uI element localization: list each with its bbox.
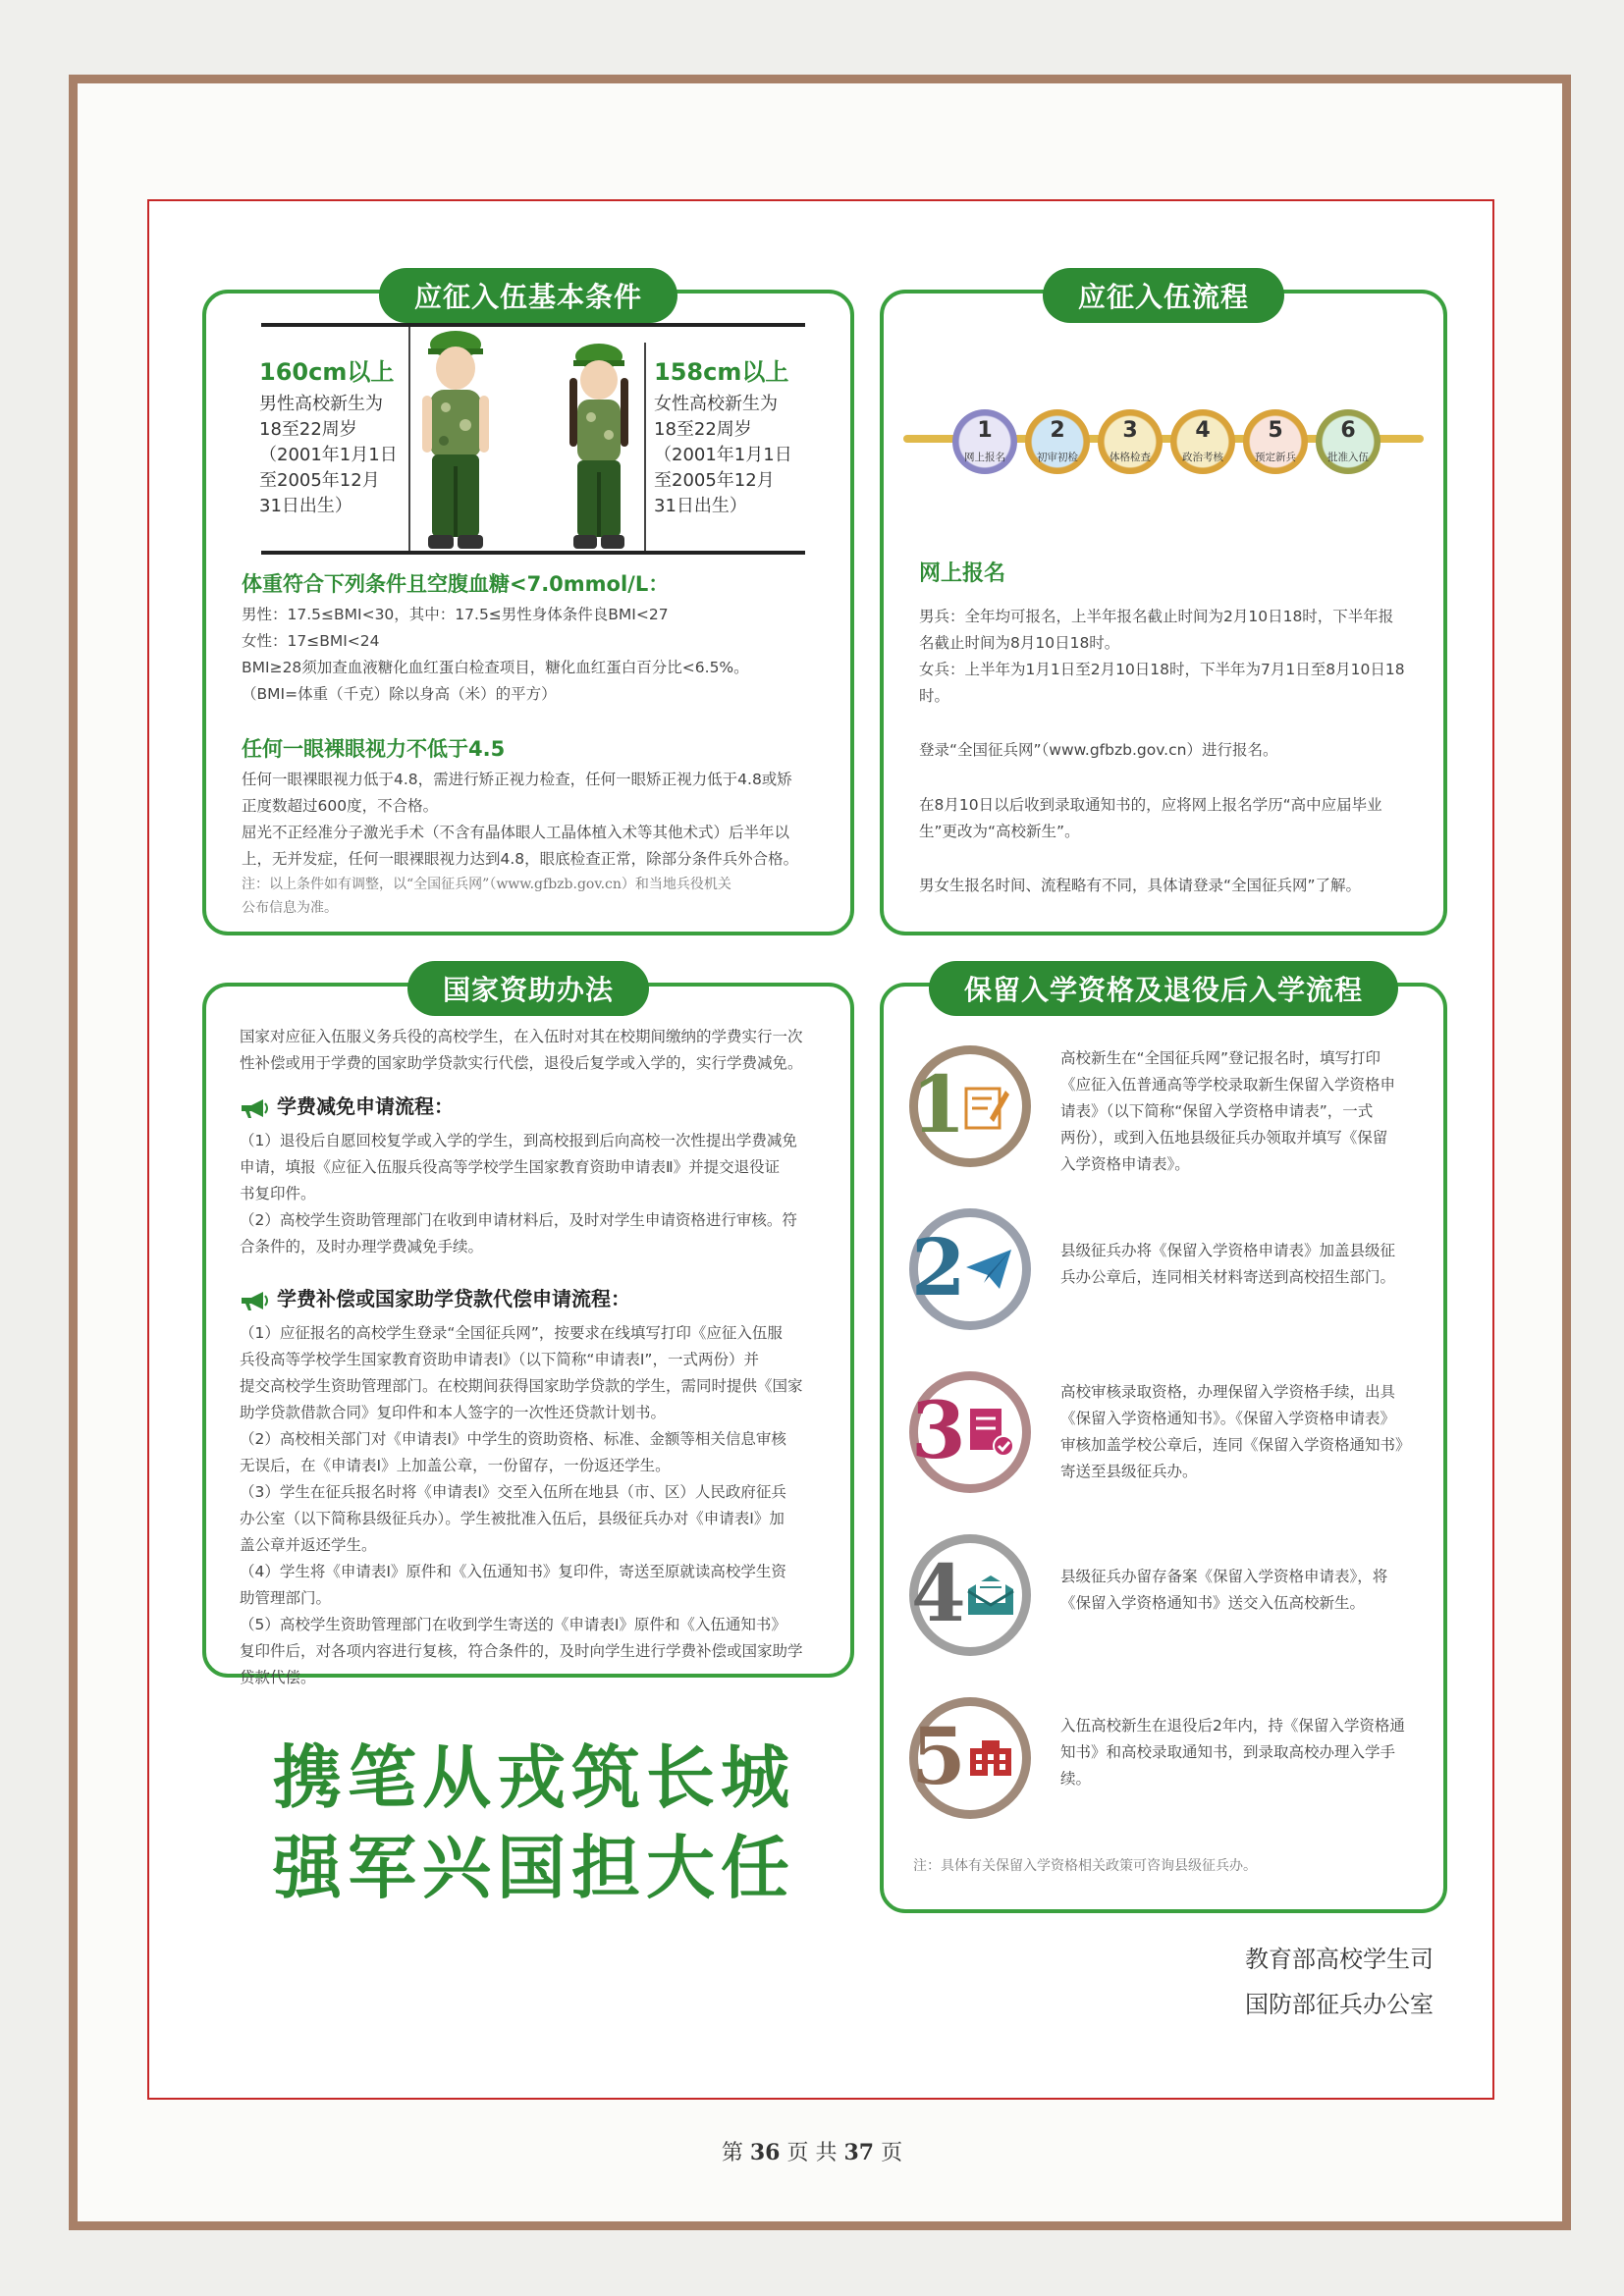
compensation-heading: 学费补偿或国家助学贷款代偿申请流程： (240, 1283, 630, 1311)
reserve-step-4 (909, 1534, 1498, 1672)
reserved-admission-title: 保留入学资格及退役后入学流程 (929, 961, 1398, 1016)
basic-conditions-title: 应征入伍基本条件 (379, 268, 677, 323)
building-icon (966, 1738, 1015, 1778)
document-check-icon (966, 1407, 1015, 1458)
top-rule (261, 323, 805, 327)
step-1-number: 1 (911, 1058, 966, 1150)
education-change-text: 在8月10日以后收到录取通知书的，应将网上报名学历“高中应届毕业 生”更改为“高校新生”。 (919, 796, 1382, 840)
aid-intro: 国家对应征入伍服义务兵役的高校学生，在入伍时对其在校期间缴纳的学费实行一次 性补偿或用于学费的国家助学贷款实行代偿，退役后复学或入学的，实行学费减免。 (240, 1028, 803, 1072)
step-4-number: 4 (911, 1547, 966, 1639)
issuers (1245, 1937, 1434, 2027)
female-soldier-figure (560, 341, 638, 553)
step-3-number: 3 (911, 1384, 966, 1476)
step-4-text: 县级征兵办留存备案《保留入学资格申请表》，将 《保留入学资格通知书》送交入伍高校新生。 (1060, 1568, 1388, 1612)
basic-conditions-panel (202, 281, 854, 935)
form-edit-icon (962, 1083, 1011, 1132)
process-step-5: 5 预定新兵 (1243, 409, 1308, 474)
megaphone-icon (240, 1290, 269, 1311)
step-2-number: 2 (911, 1221, 966, 1313)
weight-heading: 体重符合下列条件且空腹血糖<7.0mmol/L： (242, 572, 670, 596)
online-registration-heading: 网上报名 (919, 561, 1006, 586)
reserve-step-5 (909, 1697, 1498, 1835)
process-step-4: 4 政治考核 (1170, 409, 1235, 474)
process-step-1: 1 网上报名 (952, 409, 1017, 474)
step-1-text: 高校新生在“全国征兵网”登记报名时，填写打印 《应征入伍普通高等学校录取新生保留入学资格申 请表》（以下简称“保留入学资格申请表”，一式 两份），或到入伍地县级征兵办领取并填写《保留 入学资格申请表》。 (1060, 1049, 1396, 1173)
basic-note: 注：以上条件如有调整，以“全国征兵网”（www.gfbzb.gov.cn）和当地兵役机关 公布信息为准。 (242, 877, 731, 916)
process-step-2: 2 初审初检 (1025, 409, 1090, 474)
bottom-rule (261, 551, 805, 555)
reserve-step-3 (909, 1371, 1498, 1509)
process-step-6: 6 批准入伍 (1316, 409, 1380, 474)
issuer-moe: 教育部高校学生司 (1245, 1946, 1434, 1973)
reserve-step-1 (909, 1045, 1498, 1183)
registration-site-text: 登录“全国征兵网”（www.gfbzb.gov.cn）进行报名。 (919, 741, 1278, 759)
vision-heading: 任何一眼裸眼视力不低于4.5 (242, 737, 506, 761)
step-3-text: 高校审核录取资格，办理保留入学资格手续，出具 《保留入学资格通知书》。《保留入学资格申请表》 审核加盖学校公章后，连同《保留入学资格通知书》 寄送至县级征兵办。 (1060, 1383, 1411, 1480)
female-measure-line (644, 343, 646, 551)
page-number: 第 36 页 共 37 页 (721, 2140, 903, 2165)
national-aid-title: 国家资助办法 (407, 961, 649, 1016)
step-2-text: 县级征兵办将《保留入学资格申请表》加盖县级征 兵办公章后，连同相关材料寄送到高校招生部门。 (1060, 1242, 1396, 1286)
mail-icon (966, 1574, 1015, 1617)
step-5-text: 入伍高校新生在退役后2年内，持《保留入学资格通 知书》和高校录取通知书，到录取高校办理入学手 续。 (1060, 1717, 1405, 1788)
registration-time-text: 男兵：全年均可报名，上半年报名截止时间为2月10日18时，下半年报 名截止时间为8月10日18时。 女兵：上半年为1月1日至2月10日18时，下半年为7月1日至8月10日18 时。 (919, 608, 1405, 705)
reserve-note: 注：具体有关保留入学资格相关政策可咨询县级征兵办。 (913, 1858, 1257, 1874)
process-steps-bar (903, 409, 1424, 478)
paper-plane-icon (964, 1248, 1013, 1291)
step-5-number: 5 (911, 1710, 966, 1802)
issuer-mod: 国防部征兵办公室 (1245, 1991, 1434, 2018)
national-aid-panel (202, 974, 854, 1686)
megaphone-icon (240, 1097, 269, 1119)
content-frame (147, 199, 1494, 2100)
vision-conditions: 任何一眼裸眼视力低于4.8，需进行矫正视力检查，任何一眼矫正视力低于4.8或矫 正度数超过600度，不合格。 屈光不正经准分子激光手术（不含有晶体眼人工晶体植入术等其他术式）后半年以 上，无并发症，任何一眼裸眼视力达到4.8，眼底检查正常，除部分条件兵外合格。 (242, 771, 799, 868)
male-height-label: 160cm以上 (259, 358, 395, 386)
female-height-label: 158cm以上 (654, 358, 789, 386)
slogan-line-1: 携笔从戎筑长城 (273, 1736, 795, 1818)
weight-conditions: 男性：17.5≤BMI<30，其中：17.5≤男性身体条件良BMI<27 女性：17≤BMI<24 BMI≥28须加查血液糖化血红蛋白检查项目，糖化血红蛋白百分比<6.5%。 （BMI=体重（千克）除以身高（米）的平方） (242, 606, 749, 703)
enlistment-process-panel (880, 281, 1447, 935)
slogan (273, 1733, 795, 1913)
compensation-steps: （1）应征报名的高校学生登录“全国征兵网”，按要求在线填写打印《应征入伍服 兵役高等学校学生国家教育资助申请表Ⅰ》（以下简称“申请表Ⅰ”，一式两份）并 提交高校学生资助管理部门。在校期间获得国家助学贷款的学生，需同时提供《国家 助学贷款借款合同》复印件和本人签字的一次性还贷款计划书。 （2）高校相关部门对《申请表Ⅰ》中学生的资助资格、标准、金额等相关信息审核 无误后，在《申请表Ⅰ》上加盖公章，一份留存，一份返还学生。 （3）学生在征兵报名时将《申请表Ⅰ》交至入伍所在地县（市、区）人民政府征兵 办公室（以下简称县级征兵办）。学生被批准入伍后，县级征兵办对《申请表Ⅰ》加 盖公章并返还学生。 （4）学生将《申请表Ⅰ》原件和《入伍通知书》复印件，寄送至原就读高校学生资 助管理部门。 （5）高校学生资助管理部门在收到学生寄送的《申请表Ⅰ》原件和《入伍通知书》 复印件后，对各项内容进行复核，符合条件的，及时向学生进行学费补偿或国家助学 贷款代偿。 (240, 1324, 803, 1686)
male-soldier-figure (416, 327, 495, 553)
reserved-admission-panel (880, 974, 1447, 1913)
slogan-line-2: 强军兴国担大任 (273, 1827, 795, 1908)
process-step-3: 3 体格检查 (1098, 409, 1163, 474)
male-measure-line (408, 327, 410, 551)
male-age-desc: 男性高校新生为 18至22周岁 （2001年1月1日 至2005年12月 31日出生） (259, 394, 398, 516)
height-illustration (253, 323, 813, 555)
tuition-reduction-heading: 学费减免申请流程： (240, 1091, 454, 1119)
female-age-desc: 女性高校新生为 18至22周岁 （2001年1月1日 至2005年12月 31日出生） (654, 394, 792, 516)
reserve-step-2 (909, 1208, 1498, 1346)
tuition-reduction-steps: （1）退役后自愿回校复学或入学的学生，到高校报到后向高校一次性提出学费减免 申请，填报《应征入伍服兵役高等学校学生国家教育资助申请表Ⅱ》并提交退役证 书复印件。 （2）高校学生资助管理部门在收到申请材料后，及时对学生申请资格进行审核。符 合条件的，及时办理学费减免手续。 (240, 1132, 797, 1255)
enlistment-process-title: 应征入伍流程 (1043, 268, 1284, 323)
gender-difference-text: 男女生报名时间、流程略有不同，具体请登录“全国征兵网”了解。 (919, 877, 1362, 894)
